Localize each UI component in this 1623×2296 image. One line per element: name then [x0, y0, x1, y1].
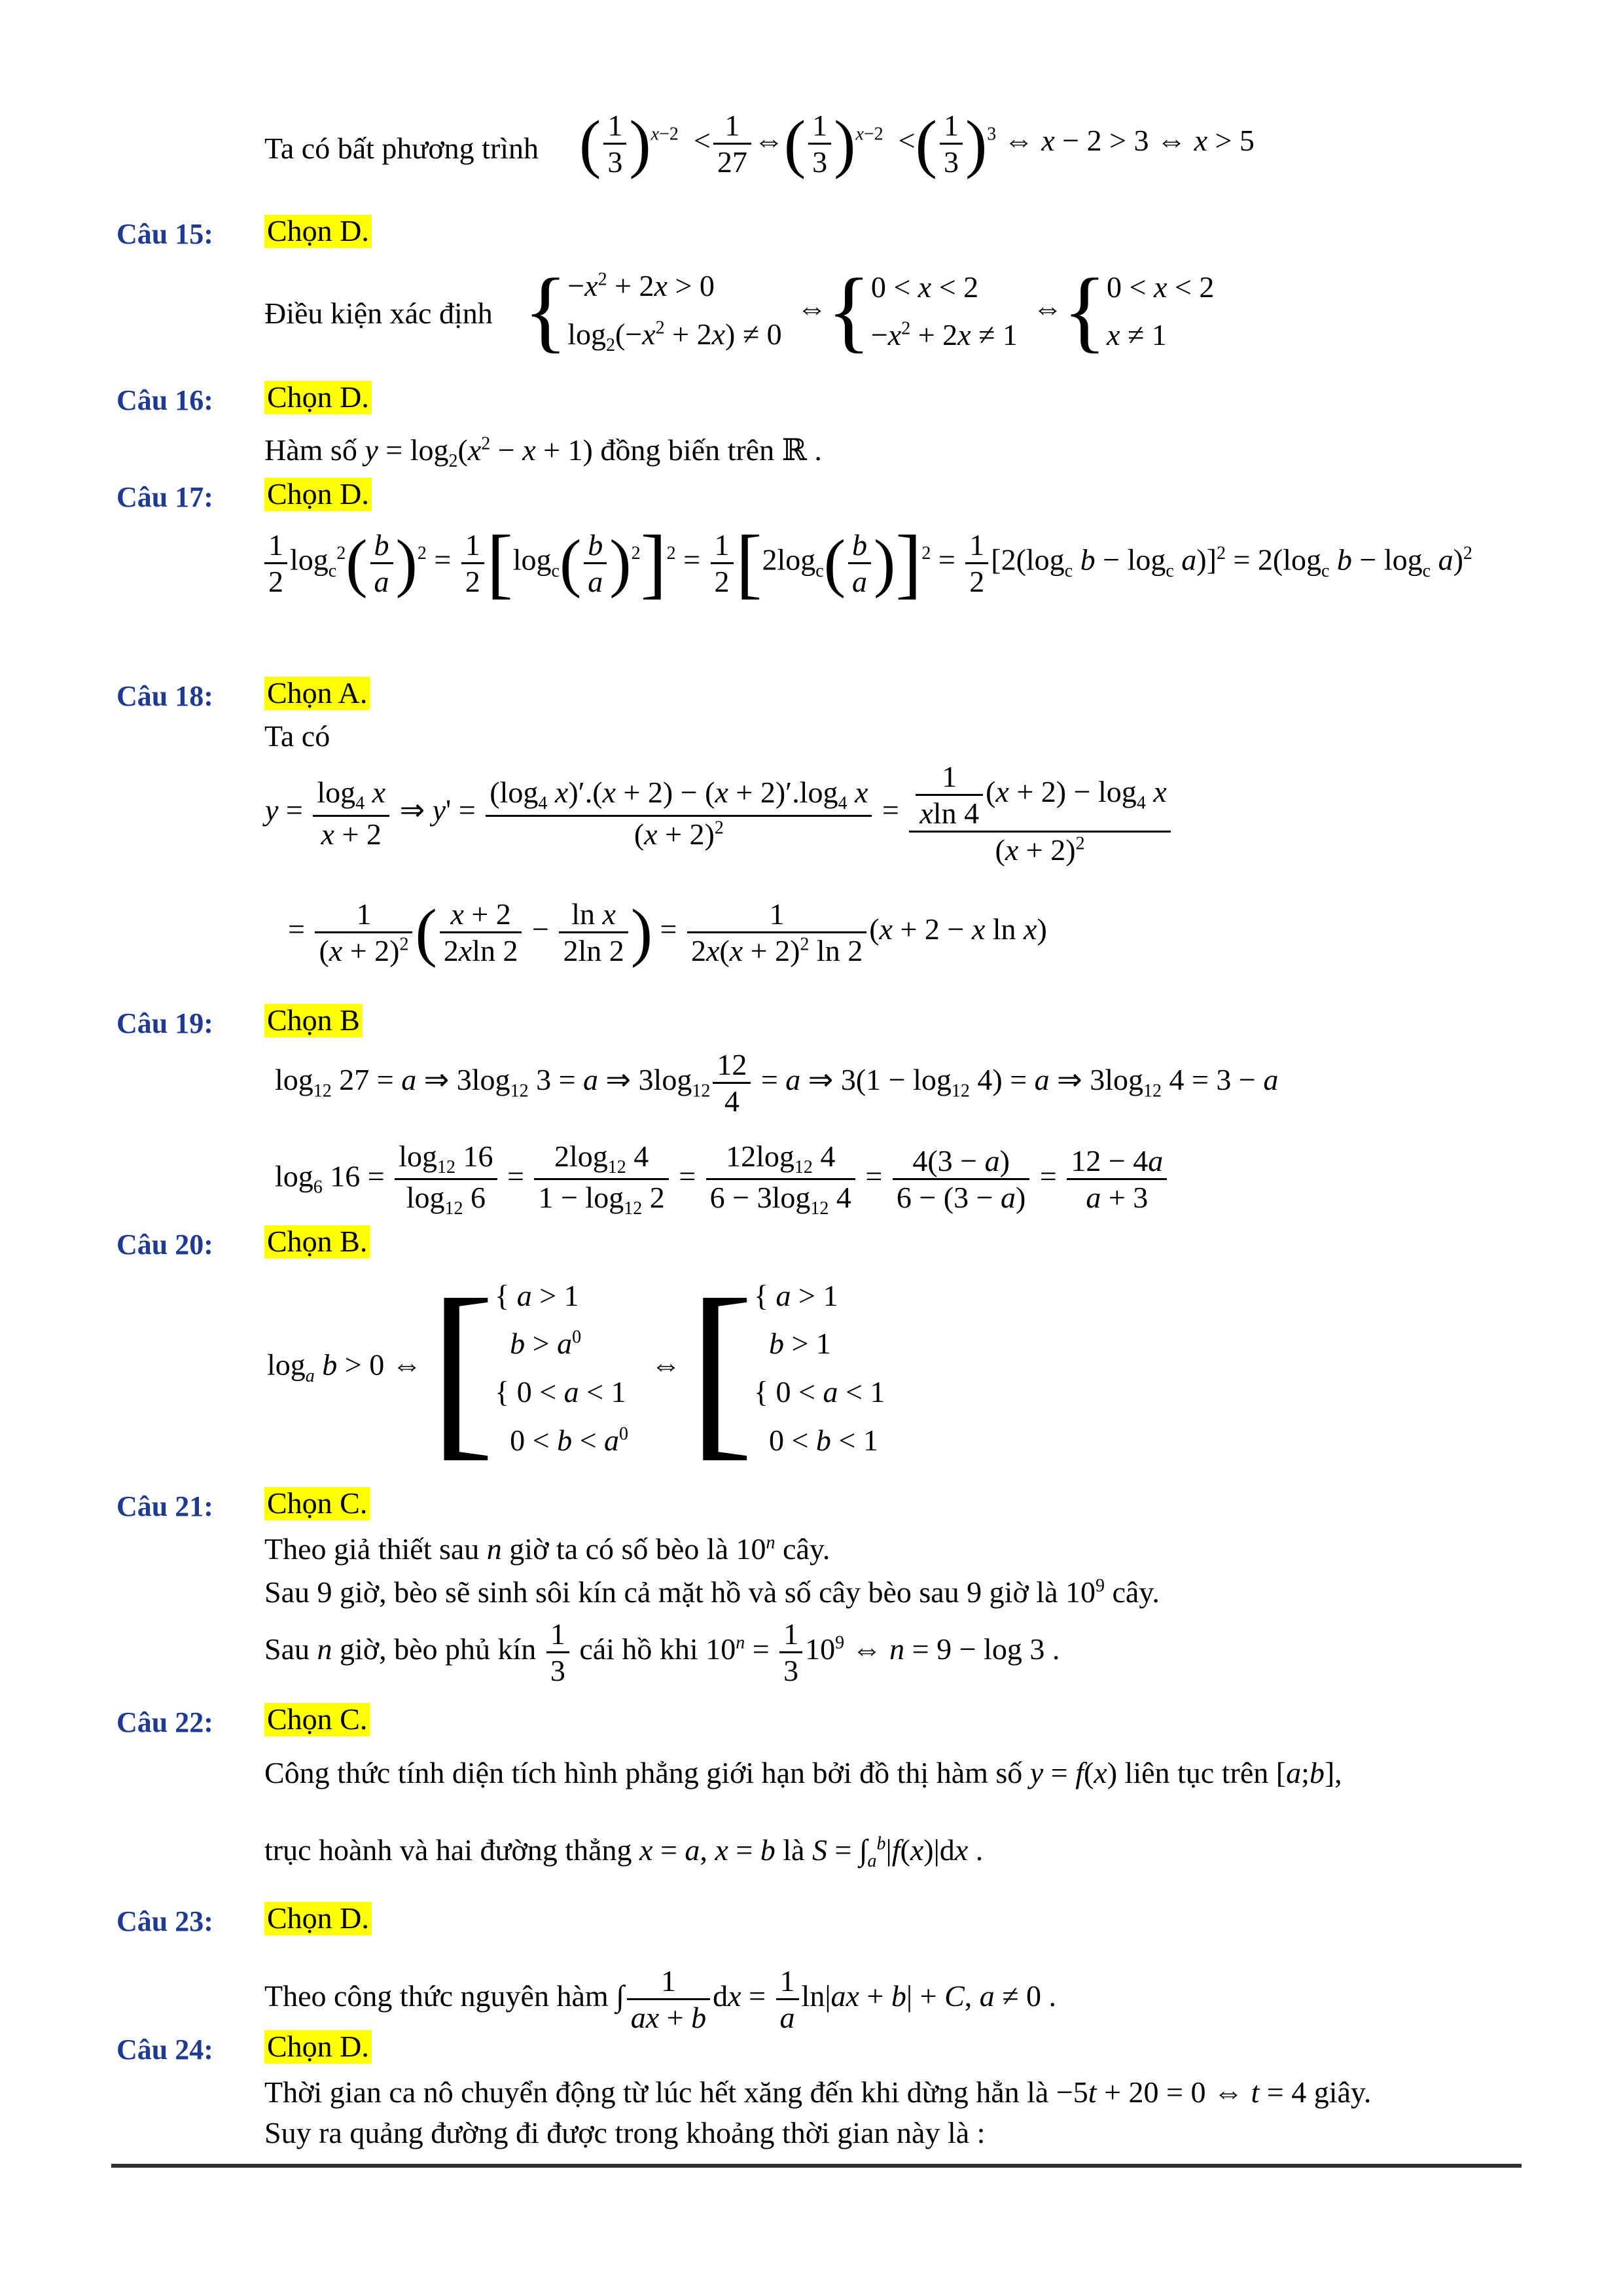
q19-formula-2: $\log_6 16$ = $\frac{\log_{12} 16}{\log_{12} 6}$ = $\frac{2\log_{12} 4}{1 - \log_{12} 2}$ = $\frac{12\log_{12} 4}{6 - 3\log_{12} 4}$ = $\frac{4(3 - a)}{6 - (3 - a)}$ = $\frac{12 - 4a}{a + 3}$ [275, 1139, 1169, 1219]
q18-text: Ta có [264, 719, 330, 753]
q24-line-1: Thời gian ca nô chuyển động từ lúc hết xăng đến khi dừng hẳn là −5t + 20 = 0 ⇔ t = 4 giây. [264, 2075, 1372, 2109]
q21-line1-b: giờ ta có số bèo là [509, 1532, 729, 1566]
q17-answer: Chọn D. [264, 478, 372, 511]
q22-line-2: trục hoành và hai đường thẳng x = a, x = b là $S = \int_a^b|f(x)|dx$ . [264, 1833, 984, 1872]
q16-text-b: đồng biến trên [600, 433, 775, 467]
q22-line2-a: trục hoành và hai đường thẳng [264, 1833, 632, 1867]
q21-line3-c: cái hồ khi [579, 1632, 698, 1666]
q22-answer: Chọn C. [264, 1703, 370, 1736]
q16-line: Hàm số $y = \log_2(x^2 - x + 1)$ đồng biến trên ℝ . [264, 433, 822, 472]
q15-label: Câu 15: [116, 218, 213, 250]
q16-answer: Chọn D. [264, 381, 372, 414]
q22-label: Câu 22: [116, 1706, 213, 1738]
q21-line-1: Theo giả thiết sau n giờ ta có số bèo là 10$^n$ cây. [264, 1532, 830, 1566]
q16-label: Câu 16: [116, 384, 213, 416]
q22-line2-b: là [783, 1833, 805, 1867]
q16-text-a: Hàm số [264, 433, 357, 467]
q21-label: Câu 21: [116, 1490, 213, 1522]
q23-answer: Chọn D. [264, 1902, 372, 1935]
q14-formula: ( $\frac{1}{3}$ )$^{x-2}$ < $\frac{1}{27}$ ⇔( $\frac{1}{3}$ )$^{x-2}$ <( $\frac{1}{3}$ )$^3$ ⇔ x − 2 > 3 ⇔ x > 5 [579, 107, 1255, 180]
q23-label: Câu 23: [116, 1905, 213, 1937]
q18-label: Câu 18: [116, 680, 213, 712]
q19-answer: Chọn B [264, 1004, 363, 1037]
q21-line1-c: cây. [783, 1532, 830, 1566]
q20-label: Câu 20: [116, 1229, 213, 1261]
q22-line-1: Công thức tính diện tích hình phẳng giới hạn bởi đồ thị hàm số y = f(x) liên tục trên [a;b], [264, 1756, 1342, 1789]
q21-line2-a: Sau 9 giờ, bèo sẽ sinh sôi kín cả mặt hồ và số cây bèo sau 9 giờ là [264, 1575, 1058, 1609]
q20-answer: Chọn B. [264, 1225, 370, 1259]
q19-formula-1: $\log_{12} 27 = a$ ⇒ $3\log_{12}$ 3 = a ⇒ $3\log_{12}$ $\frac{12}{4}$ = a ⇒ $3(1 - \log_{12} 4) = a$ ⇒ $3\log_{12}$ 4 = 3 − a [275, 1048, 1279, 1118]
q22-line1-a: Công thức tính diện tích hình phẳng giới hạn bởi đồ thị hàm số [264, 1756, 1023, 1789]
q18-formula-1: y = $\frac{\log_4 x}{x + 2}$ ⇒ y' = $\frac{(\log_4 x)'.(x + 2) - (x + 2)'.\log_4 x}{(x + 2)^2}$ = $\frac{1}{xln 4}$ $(x + 2) - \log_4 x$ $(x + 2)^2$ [265, 759, 1173, 867]
q19-label: Câu 19: [116, 1007, 213, 1039]
q17-label: Câu 17: [116, 481, 213, 513]
q23-text: Theo công thức nguyên hàm [264, 1979, 609, 2013]
q18-formula-2: = $\frac{1}{(x + 2)^2}$ ( $\frac{x + 2}{2xln 2}$ − $\frac{\text{ln x}}{2\ln 2}$ ) = $\frac{1}{2x(x + 2)^2 \ln 2}$ (x + 2 − x ln x) [288, 895, 1047, 969]
q23-line: Theo công thức nguyên hàm ∫ $\frac{1}{ax + b}$ dx = $\frac{1}{a}$ ln|ax + b| + C, a ≠ 0 . [264, 1964, 1057, 2034]
q21-line3-b: giờ, bèo phủ kín [340, 1632, 537, 1666]
q15-text: Điều kiện xác định [264, 296, 493, 330]
q15-answer: Chọn D. [264, 215, 372, 248]
q14-line [264, 131, 539, 166]
q21-answer: Chọn C. [264, 1487, 370, 1520]
q21-line2-b: cây. [1112, 1575, 1160, 1609]
q15-formula: { $-x^2 + 2x > 0$ $\log_2(-x^2 + 2x) \ne 0$ ⇔{ 0 < x < 2 $-x^2 + 2x \ne 1$ ⇔{ 0 < x < 2 x ≠ 1 [524, 260, 1215, 362]
q24-answer: Chọn D. [264, 2030, 372, 2064]
q17-formula: $\frac{1}{2}$ $\log_c^2$( $\frac{b}{a}$ )$^2$ = $\frac{1}{2}$ [$\log_c$( $\frac{b}{a}$ )$^2$]$^2$ = $\frac{1}{2}$ [$2\log_c$( $\frac{b}{a}$ )]$^2$ = $\frac{1}{2}$ [$2(\log_c$ $b - \log_c a)]^2 = 2(\log_c$ $b - \log_c a)^2$ [262, 524, 1472, 602]
q21-line-3: Sau n giờ, bèo phủ kín $\frac{1}{3}$ cái hồ khi $10^n$ = $\frac{1}{3}$ $10^9$ ⇔ n = 9 − log 3 . [264, 1617, 1060, 1687]
q16-set: ℝ . [781, 433, 822, 467]
q20-formula: $\log_a b > 0$ ⇔ [ { a > 1 $b > a^0$ { 0 < a < 1 $0 < b < a^0$ ⇔ [ { a > 1 b > 1 { 0 < a < 1 0 < b < 1 [267, 1259, 885, 1477]
q22-line1-b: liên tục trên [1124, 1756, 1269, 1789]
q21-line-2: Sau 9 giờ, bèo sẽ sinh sôi kín cả mặt hồ và số cây bèo sau 9 giờ là $10^9$ cây. [264, 1575, 1160, 1609]
q24-line-2: Suy ra quảng đường đi được trong khoảng thời gian này là : [264, 2116, 986, 2149]
q14-text: Ta có bất phương trình [264, 132, 539, 165]
q21-line1-a: Theo giả thiết sau [264, 1532, 480, 1566]
q24-label: Câu 24: [116, 2034, 213, 2066]
q18-answer: Chọn A. [264, 677, 370, 710]
q21-line3-a: Sau [264, 1632, 310, 1666]
q24-line1-b: giây. [1313, 2075, 1372, 2109]
footer-rule [111, 2164, 1522, 2168]
q24-line1-a: Thời gian ca nô chuyển động từ lúc hết xăng đến khi dừng hẳn là [264, 2075, 1049, 2109]
